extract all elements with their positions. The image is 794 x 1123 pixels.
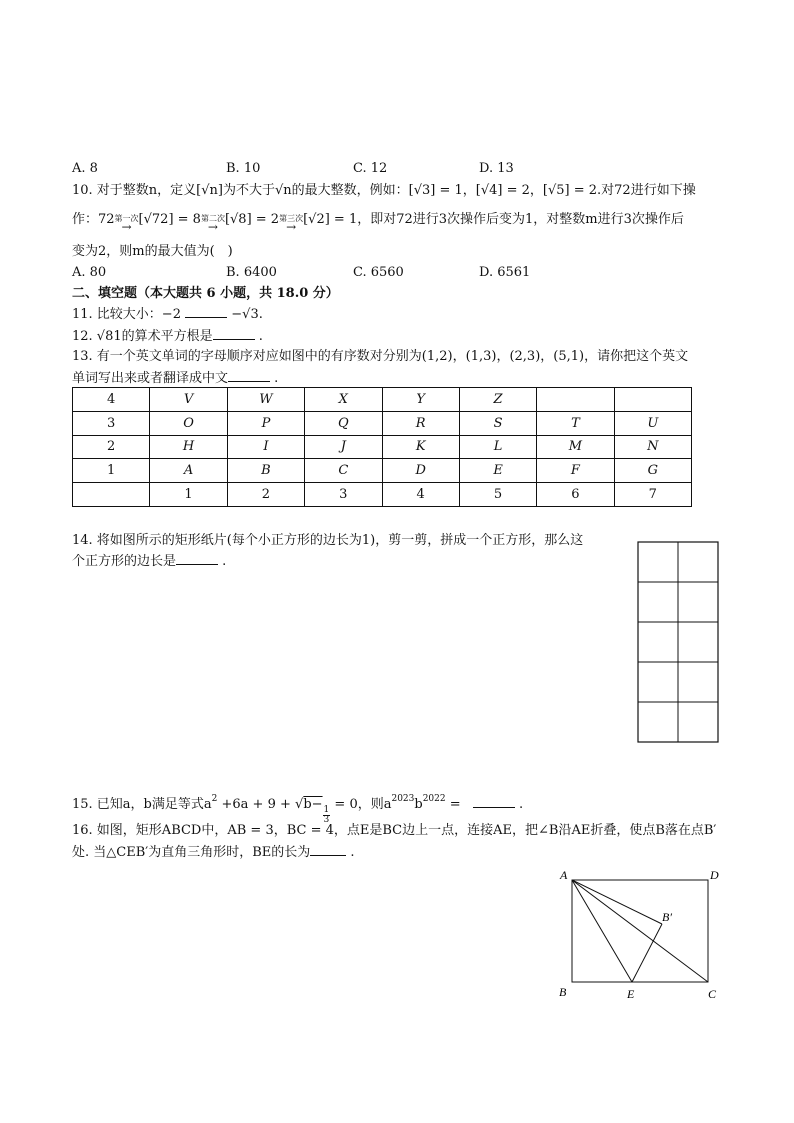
q10-arrow-step3 xyxy=(279,214,303,232)
q15-frac-denominator: 3 xyxy=(323,815,330,825)
q16-line1: 16. 如图，矩形ABCD中，AB = 3，BC = 4，点E是BC边上一点，连接AE，把∠B沿AE折叠，使点B落在点B′ xyxy=(72,823,717,838)
q14-line1: 14. 将如图所示的矩形纸片(每个小正方形的边长为1)，剪一剪，拼成一个正方形，那么这 xyxy=(72,533,584,548)
label-b: B xyxy=(559,985,567,999)
table-row xyxy=(73,459,692,483)
q16-line2 xyxy=(72,843,355,862)
rectangle-paper-grid-figure xyxy=(636,540,720,744)
table-cell: W xyxy=(227,388,304,412)
table-cell: 2 xyxy=(227,483,304,507)
q15-eq: = xyxy=(449,797,461,812)
q15-sup1: 2 xyxy=(211,794,218,804)
table-cell: P xyxy=(227,411,304,435)
q10-step1-label: 第一次 xyxy=(114,214,139,223)
rectangle-fold-figure xyxy=(550,862,730,1004)
table-cell xyxy=(614,388,691,412)
table-cell: H xyxy=(150,435,227,459)
q11-answer-blank[interactable] xyxy=(185,305,227,318)
table-cell: D xyxy=(382,459,459,483)
sqrt-icon: √ xyxy=(295,797,304,812)
q11-pre: 11. 比较大小：−2 xyxy=(72,307,181,322)
right-arrow-icon: → xyxy=(286,220,297,234)
q10-step3-label: 第三次 xyxy=(279,214,304,223)
table-cell: G xyxy=(614,459,691,483)
q10-line2-post: [√2] = 1，即对72进行3次操作后变为1，对整数m进行3次操作后 xyxy=(303,212,684,227)
table-cell: F xyxy=(537,459,614,483)
q10-option-a: A. 80 xyxy=(72,265,107,280)
q9-option-a: A. 8 xyxy=(72,161,98,176)
table-cell: M xyxy=(537,435,614,459)
table-cell: 2 xyxy=(73,435,150,459)
q14-line2-post: . xyxy=(222,554,227,569)
q10-option-d: D. 6561 xyxy=(479,265,531,280)
q9-option-b: B. 10 xyxy=(226,161,261,176)
table-cell: E xyxy=(459,459,536,483)
table-cell: 1 xyxy=(150,483,227,507)
q16-line2-text: 处. 当△CEB′为直角三角形时，BE的长为 xyxy=(72,845,311,860)
q15-sup3: 2022 xyxy=(422,794,446,804)
label-b-prime: B′ xyxy=(662,910,672,924)
q13-answer-blank[interactable] xyxy=(228,369,270,382)
table-cell: K xyxy=(382,435,459,459)
table-row xyxy=(73,483,692,507)
table-cell: A xyxy=(150,459,227,483)
table-cell: I xyxy=(227,435,304,459)
q10-arrow-step2 xyxy=(201,214,225,232)
q9-option-c: C. 12 xyxy=(353,161,388,176)
table-cell: C xyxy=(305,459,382,483)
q12 xyxy=(72,327,263,346)
table-cell: L xyxy=(459,435,536,459)
q10-line3: 变为2，则m的最大值为( ) xyxy=(72,244,233,259)
q15-mid: +6a + 9 + xyxy=(221,797,291,812)
q15-frac-numerator: 1 xyxy=(323,805,330,815)
table-cell: 5 xyxy=(459,483,536,507)
letter-coordinate-table xyxy=(72,387,692,507)
table-cell: 1 xyxy=(73,459,150,483)
table-cell: V xyxy=(150,388,227,412)
q10-arrow-step1 xyxy=(115,214,139,232)
q10-line2 xyxy=(72,211,684,232)
q12-answer-blank[interactable] xyxy=(213,327,255,340)
q10-option-b: B. 6400 xyxy=(226,265,277,280)
label-d: D xyxy=(710,868,719,882)
table-cell: S xyxy=(459,411,536,435)
segment-ae xyxy=(572,880,632,982)
table-cell: 4 xyxy=(73,388,150,412)
table-cell: Y xyxy=(382,388,459,412)
table-cell: T xyxy=(537,411,614,435)
q15-post: = 0，则a xyxy=(334,797,392,812)
q9-option-d: D. 13 xyxy=(479,161,514,176)
table-cell: 4 xyxy=(382,483,459,507)
q13-line2-text: 单词写出来或者翻译成中文 xyxy=(72,371,229,386)
right-arrow-icon: → xyxy=(207,220,218,234)
q14-answer-blank[interactable] xyxy=(176,552,218,565)
q16-answer-blank[interactable] xyxy=(310,843,346,856)
table-cell: N xyxy=(614,435,691,459)
table-cell: O xyxy=(150,411,227,435)
table-cell: Q xyxy=(305,411,382,435)
q13-line2-post: . xyxy=(274,371,279,386)
q14-line2 xyxy=(72,552,226,571)
table-cell: 3 xyxy=(73,411,150,435)
table-cell: 7 xyxy=(614,483,691,507)
q15-answer-blank[interactable] xyxy=(473,795,515,808)
table-cell: U xyxy=(614,411,691,435)
label-c: C xyxy=(708,987,717,1001)
q10-option-c: C. 6560 xyxy=(353,265,404,280)
q15-sup2: 2023 xyxy=(391,794,415,804)
q12-post: . xyxy=(258,329,263,344)
table-cell: 6 xyxy=(537,483,614,507)
q10-line2-pre: 作：72 xyxy=(72,212,115,227)
right-arrow-icon: → xyxy=(121,220,132,234)
q10-line2-mid1: [√72] = 8 xyxy=(138,212,201,227)
q15-pre: 15. 已知a，b满足等式a xyxy=(72,797,212,812)
table-cell: Z xyxy=(459,388,536,412)
label-a: A xyxy=(560,868,568,882)
q10-line1: 10. 对于整数n，定义[√n]为不大于√n的最大整数，例如：[√3] = 1，[√4] = 2，[√5] = 2.对72进行如下操 xyxy=(72,183,696,198)
label-e: E xyxy=(627,987,635,1001)
q10-step2-label: 第二次 xyxy=(200,214,225,223)
table-cell: 3 xyxy=(305,483,382,507)
q11 xyxy=(72,305,263,324)
table-row xyxy=(73,388,692,412)
q15-b: b xyxy=(414,797,423,812)
q11-post: −√3. xyxy=(231,307,263,322)
table-cell xyxy=(73,483,150,507)
q15-root xyxy=(303,797,330,825)
q10-line2-mid2: [√8] = 2 xyxy=(224,212,280,227)
section2-title: 二、填空题（本大题共 6 小题，共 18.0 分） xyxy=(72,286,339,301)
q16-line2-post: . xyxy=(350,845,355,860)
segment-eb-prime xyxy=(632,924,662,982)
q15-period: . xyxy=(518,797,524,812)
q13-line1: 13. 有一个英文单词的字母顺序对应如图中的有序数对分别为(1,2)，(1,3)，(2,3)，(5,1)，请你把这个英文 xyxy=(72,349,689,364)
table-cell: J xyxy=(305,435,382,459)
table-row xyxy=(73,435,692,459)
table-cell: B xyxy=(227,459,304,483)
q15 xyxy=(72,790,523,825)
table-cell: X xyxy=(305,388,382,412)
q13-line2 xyxy=(72,369,278,388)
q15-root-pre: b− xyxy=(303,797,323,812)
table-cell: R xyxy=(382,411,459,435)
table-cell xyxy=(537,388,614,412)
q14-line2-text: 个正方形的边长是 xyxy=(72,554,177,569)
table-row xyxy=(73,411,692,435)
q12-pre: 12. √81的算术平方根是 xyxy=(72,329,213,344)
